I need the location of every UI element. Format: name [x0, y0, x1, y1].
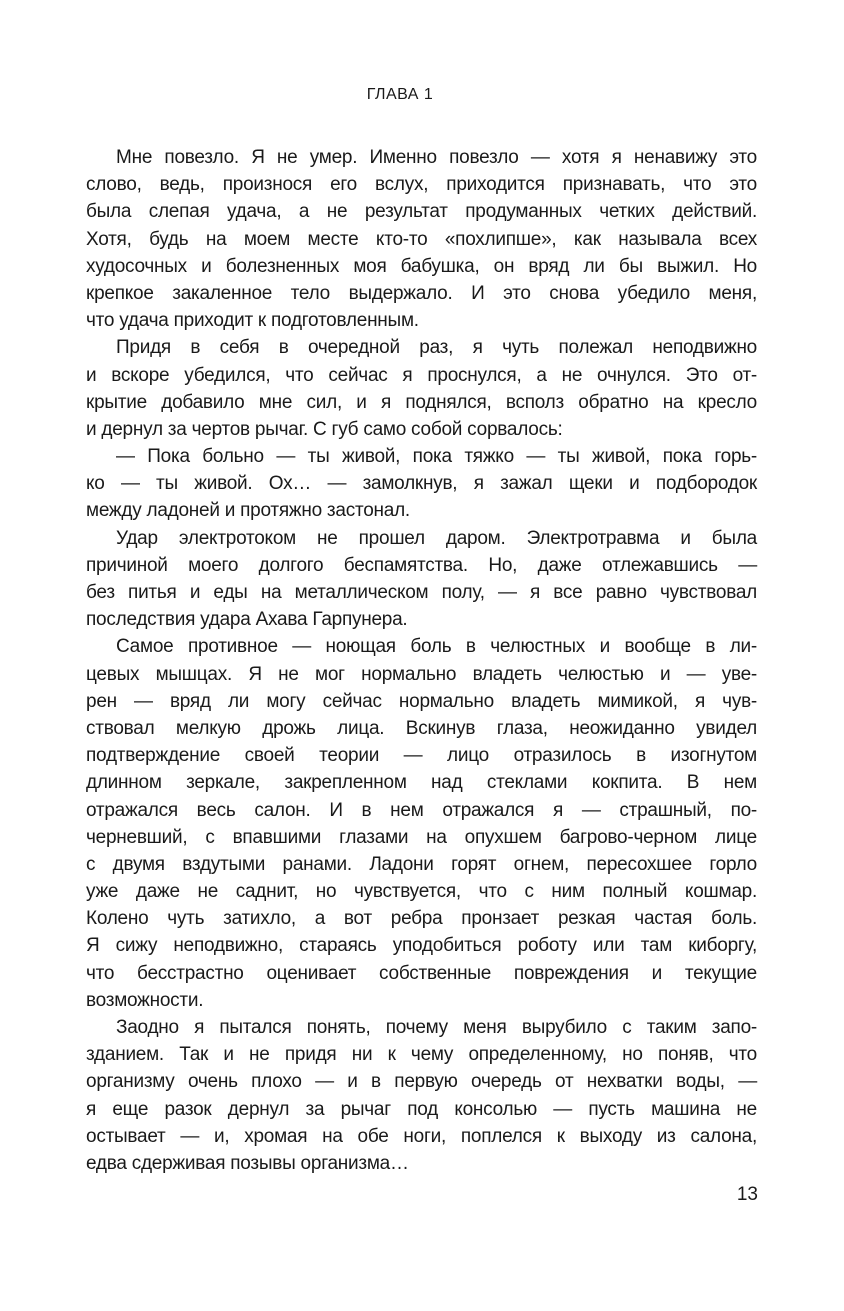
text-line: между ладоней и протяжно застонал.: [86, 500, 410, 522]
text-line: — Пока больно — ты живой, пока тяжко — ты живой, пока горь-: [116, 446, 757, 468]
text-line: отражался весь салон. И в нем отражался я — страшный, по-: [86, 799, 757, 821]
text-line: ко — ты живой. Ох… — замолкнув, я зажал щеки и подбородок: [86, 473, 757, 495]
text-line: худосочных и болезненных моя бабушка, он вряд ли бы выжил. Но: [86, 255, 757, 277]
page-body-text: [86, 144, 757, 1177]
text-line: длинном зеркале, закрепленном над стеклами кокпита. В нем: [86, 772, 757, 794]
text-line: последствия удара Ахава Гарпунера.: [86, 609, 408, 631]
text-line: Удар электротоком не прошел даром. Электротравма и была: [116, 527, 757, 549]
text-line: крытие добавило мне сил, и я поднялся, всполз обратно на кресло: [86, 391, 757, 413]
text-line: организму очень плохо — и в первую очередь от нехватки воды, —: [86, 1071, 757, 1093]
text-line: что бесстрастно оценивает собственные повреждения и текущие: [86, 962, 757, 984]
text-line: и вскоре убедился, что сейчас я проснулся, а не очнулся. Это от-: [86, 364, 757, 386]
text-line: была слепая удача, а не результат продуманных четких действий.: [86, 201, 757, 223]
text-line: Колено чуть затихло, а вот ребра пронзает резкая частая боль.: [86, 908, 757, 930]
text-line: возможности.: [86, 989, 204, 1011]
chapter-heading: ГЛАВА 1: [366, 86, 434, 103]
text-line: уже даже не саднит, но чувствуется, что с ним полный кошмар.: [86, 881, 757, 903]
text-line: я еще разок дернул за рычаг под консолью — пусть машина не: [86, 1098, 757, 1120]
text-line: Я сижу неподвижно, стараясь уподобиться роботу или там киборгу,: [86, 935, 757, 957]
text-line: ствовал мелкую дрожь лица. Вскинув глаза, неожиданно увидел: [86, 717, 757, 739]
text-line: с двумя вздутыми ранами. Ладони горят огнем, пересохшее горло: [86, 853, 757, 875]
text-line: едва сдерживая позывы организма…: [86, 1152, 409, 1174]
text-line: зданием. Так и не придя ни к чему определенному, но поняв, что: [86, 1044, 757, 1066]
text-line: черневший, с впавшими глазами на опухшем багрово-черном лице: [86, 826, 757, 848]
text-line: Мне повезло. Я не умер. Именно повезло — хотя я ненавижу это: [116, 147, 757, 168]
page-number: 13: [736, 1184, 758, 1205]
text-line: что удача приходит к подготовленным.: [86, 310, 419, 332]
text-line: Хотя, будь на моем месте кто-то «похлипше», как называла всех: [86, 228, 757, 250]
text-line: подтверждение своей теории — лицо отразилось в изогнутом: [86, 745, 757, 767]
text-line: остывает — и, хромая на обе ноги, поплелся к выходу из салона,: [86, 1125, 757, 1147]
text-line: Самое противное — ноющая боль в челюстных и вообще в ли-: [116, 636, 757, 658]
text-line: Придя в себя в очередной раз, я чуть полежал неподвижно: [116, 337, 757, 359]
text-line: слово, ведь, произнося его вслух, приходится признавать, что это: [86, 174, 757, 196]
text-line: крепкое закаленное тело выдержало. И это снова убедило меня,: [86, 282, 757, 304]
text-line: Заодно я пытался понять, почему меня вырубило с таким запо-: [116, 1017, 757, 1038]
text-line: рен — вряд ли могу сейчас нормально владеть мимикой, я чув-: [86, 690, 757, 712]
text-line: и дернул за чертов рычаг. С губ само собой сорвалось:: [86, 418, 563, 440]
text-line: цевых мышцах. Я не мог нормально владеть челюстью и — уве-: [86, 663, 757, 685]
text-line: без питья и еды на металлическом полу, — я все равно чувствовал: [86, 582, 757, 603]
text-line: причиной моего долгого беспамятства. Но, даже отлежавшись —: [86, 554, 757, 576]
